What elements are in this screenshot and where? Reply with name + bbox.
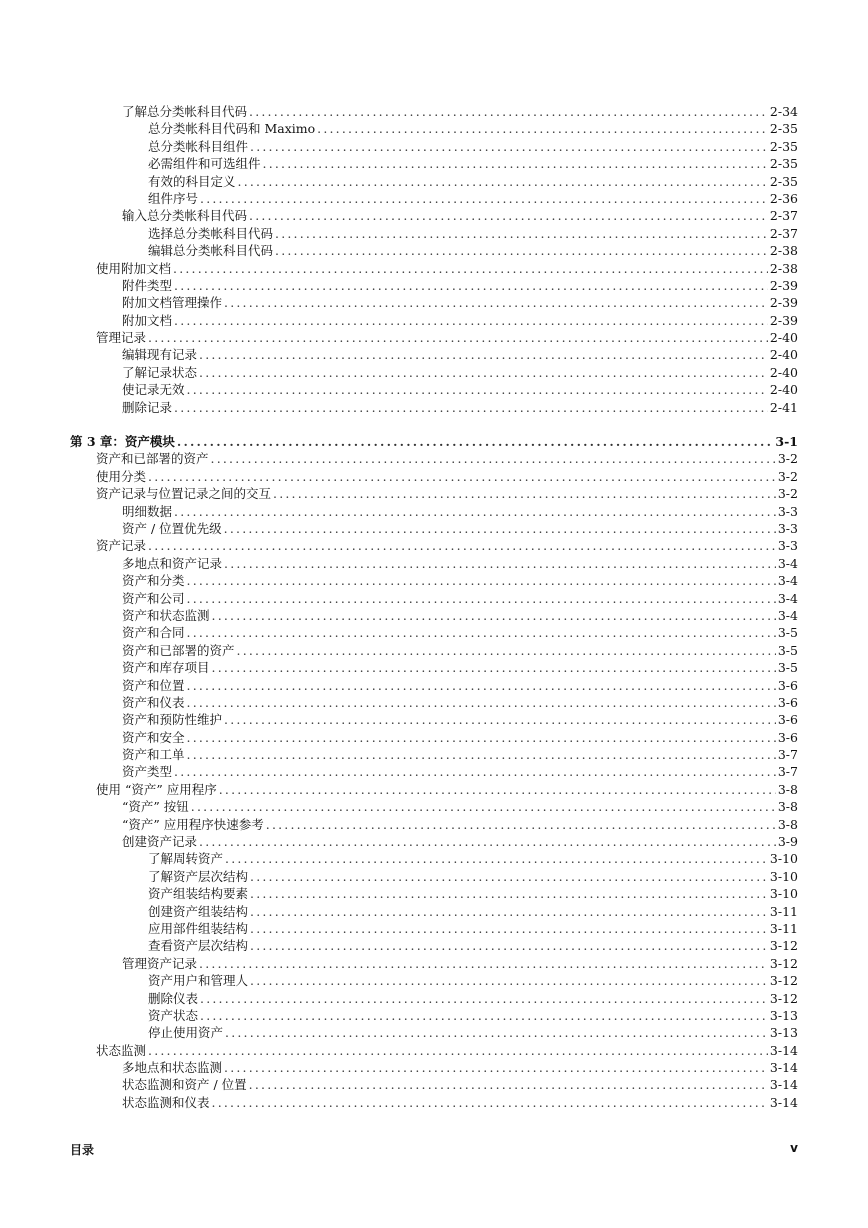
toc-entry-title: 资产和库存项目 — [122, 660, 210, 676]
toc-entry-title: 使记录无效 — [122, 382, 185, 398]
toc-leader-dots — [224, 1059, 768, 1076]
toc-entry[interactable] — [70, 485, 798, 502]
table-of-contents — [70, 103, 798, 1111]
toc-entry[interactable] — [70, 399, 798, 416]
toc-leader-dots — [317, 120, 768, 137]
page-footer — [70, 1141, 798, 1158]
toc-entry[interactable] — [70, 833, 798, 850]
toc-leader-dots — [191, 798, 776, 815]
toc-entry-title: 创建资产记录 — [122, 834, 198, 850]
toc-entry-page: 2-38 — [769, 260, 798, 276]
toc-leader-dots — [224, 520, 776, 537]
toc-entry-page: 3-13 — [769, 1007, 798, 1023]
toc-leader-dots — [148, 468, 776, 485]
toc-entry-title: 查看资产层次结构 — [148, 938, 249, 954]
toc-entry[interactable] — [70, 207, 798, 224]
toc-entry-page: 2-36 — [769, 190, 798, 206]
toc-entry-page: 2-35 — [769, 121, 798, 137]
toc-entry[interactable] — [70, 260, 798, 277]
toc-entry-page: 2-39 — [769, 277, 798, 293]
toc-entry-title: 多地点和资产记录 — [122, 555, 223, 571]
toc-entry-title: “资产” 应用程序快速参考 — [122, 816, 264, 832]
toc-entry-page: 2-35 — [769, 173, 798, 189]
toc-entry-title: 资产用户和管理人 — [148, 973, 249, 989]
toc-entry[interactable] — [70, 850, 798, 867]
toc-entry[interactable] — [70, 590, 798, 607]
toc-entry-title: 管理记录 — [96, 330, 147, 346]
toc-entry[interactable] — [70, 885, 798, 902]
toc-leader-dots — [224, 294, 768, 311]
toc-leader-dots — [250, 972, 768, 989]
toc-entry-title: 状态监测 — [96, 1042, 147, 1058]
toc-entry[interactable] — [70, 729, 798, 746]
toc-entry[interactable] — [70, 1059, 798, 1076]
toc-leader-dots — [200, 1007, 768, 1024]
toc-leader-dots — [211, 450, 776, 467]
toc-entry[interactable] — [70, 677, 798, 694]
toc-entry-page: 3-10 — [769, 851, 798, 867]
toc-entry-page: 3-4 — [777, 555, 798, 571]
toc-leader-dots — [212, 607, 776, 624]
toc-entry-title: 附加文档 — [122, 312, 173, 328]
toc-entry-title: 资产和公司 — [122, 590, 185, 606]
toc-entry[interactable] — [70, 937, 798, 954]
toc-entry-title: 创建资产组装结构 — [148, 903, 249, 919]
toc-leader-dots — [148, 1042, 768, 1059]
toc-leader-dots — [200, 190, 768, 207]
toc-leader-dots — [212, 1094, 768, 1111]
toc-entry-page: 3-9 — [777, 834, 798, 850]
toc-leader-dots — [174, 763, 776, 780]
toc-leader-dots — [249, 1076, 768, 1093]
toc-entry[interactable] — [70, 138, 798, 155]
toc-entry-title: 了解周转资产 — [148, 851, 224, 867]
toc-chapter-page: 3-1 — [775, 434, 798, 450]
toc-entry-title: 有效的科目定义 — [148, 173, 236, 189]
toc-entry-title: 明细数据 — [122, 503, 173, 519]
toc-entry-page: 3-12 — [769, 938, 798, 954]
toc-entry[interactable] — [70, 190, 798, 207]
toc-leader-dots — [199, 833, 776, 850]
toc-entry-page: 2-40 — [769, 364, 798, 380]
toc-entry[interactable] — [70, 312, 798, 329]
toc-entry[interactable] — [70, 555, 798, 572]
toc-entry[interactable] — [70, 503, 798, 520]
toc-entry-title: 资产和仪表 — [122, 694, 185, 710]
toc-entry-title: 资产和位置 — [122, 677, 185, 693]
toc-entry-title: 停止使用资产 — [148, 1025, 224, 1041]
toc-entry-page: 3-4 — [777, 573, 798, 589]
toc-entry-title: 了解记录状态 — [122, 364, 198, 380]
toc-entry-title: 资产记录与位置记录之间的交互 — [96, 486, 272, 502]
toc-chapter-title: 第 3 章：资产模块 — [70, 434, 175, 450]
toc-entry-page: 3-6 — [777, 729, 798, 745]
toc-entry-title: 附件类型 — [122, 277, 173, 293]
toc-leader-dots — [224, 555, 776, 572]
toc-block-chapter-3 — [70, 450, 798, 1111]
toc-entry[interactable] — [70, 990, 798, 1007]
toc-entry-title: 了解资产层次结构 — [148, 868, 249, 884]
toc-entry[interactable] — [70, 659, 798, 676]
toc-entry[interactable] — [70, 468, 798, 485]
toc-leader-dots — [275, 242, 768, 259]
toc-entry[interactable] — [70, 155, 798, 172]
toc-entry[interactable] — [70, 868, 798, 885]
toc-entry-page: 3-8 — [777, 781, 798, 797]
toc-entry[interactable] — [70, 225, 798, 242]
toc-entry[interactable] — [70, 1076, 798, 1093]
toc-entry-page: 3-8 — [777, 799, 798, 815]
toc-entry-title: 资产和分类 — [122, 573, 185, 589]
toc-entry-page: 2-40 — [769, 382, 798, 398]
toc-leader-dots — [148, 537, 776, 554]
toc-entry-page: 3-6 — [777, 694, 798, 710]
toc-entry[interactable] — [70, 329, 798, 346]
toc-entry[interactable] — [70, 972, 798, 989]
toc-entry[interactable] — [70, 920, 798, 937]
toc-leader-dots — [187, 746, 776, 763]
toc-entry-page: 3-5 — [777, 642, 798, 658]
toc-entry-page: 3-10 — [769, 886, 798, 902]
toc-entry-title: 资产和合同 — [122, 625, 185, 641]
toc-leader-dots — [174, 503, 776, 520]
toc-leader-dots — [148, 329, 768, 346]
toc-entry-page: 3-14 — [769, 1042, 798, 1058]
toc-leader-dots — [174, 312, 768, 329]
toc-leader-dots — [250, 138, 768, 155]
toc-entry-title: 总分类帐科目代码和 Maximo — [148, 121, 316, 137]
toc-entry-page: 3-2 — [777, 451, 798, 467]
toc-entry-page: 3-12 — [769, 955, 798, 971]
toc-entry-page: 3-3 — [777, 538, 798, 554]
toc-leader-dots — [173, 260, 768, 277]
toc-leader-dots — [275, 225, 768, 242]
toc-entry-page: 3-6 — [777, 712, 798, 728]
toc-entry-page: 2-40 — [769, 330, 798, 346]
toc-entry-title: 删除仪表 — [148, 990, 199, 1006]
toc-entry-title: 了解总分类帐科目代码 — [122, 104, 248, 119]
toc-entry-title: 资产类型 — [122, 764, 173, 780]
toc-entry-title: 状态监测和资产 / 位置 — [122, 1077, 247, 1093]
toc-entry-title: “资产” 按钮 — [122, 799, 189, 815]
toc-entry[interactable] — [70, 1007, 798, 1024]
toc-leader-dots — [225, 1024, 768, 1041]
toc-entry-title: 多地点和状态监测 — [122, 1060, 223, 1076]
toc-entry-title: 资产记录 — [96, 538, 147, 554]
toc-entry-title: 组件序号 — [148, 190, 199, 206]
toc-leader-dots — [187, 624, 776, 641]
toc-entry-page: 2-39 — [769, 295, 798, 311]
toc-leader-dots — [174, 277, 768, 294]
toc-leader-dots — [250, 885, 768, 902]
toc-entry[interactable] — [70, 1094, 798, 1111]
toc-entry[interactable] — [70, 711, 798, 728]
footer-section-label: 目录 — [70, 1143, 95, 1157]
toc-leader-dots — [187, 729, 776, 746]
toc-entry[interactable] — [70, 798, 798, 815]
toc-leader-dots — [250, 920, 768, 937]
toc-entry-title: 使用 “资产” 应用程序 — [96, 781, 217, 797]
toc-leader-dots — [187, 590, 776, 607]
toc-entry-title: 使用附加文档 — [96, 260, 172, 276]
toc-entry[interactable] — [70, 572, 798, 589]
toc-entry-page: 2-40 — [769, 347, 798, 363]
toc-leader-dots — [187, 694, 776, 711]
toc-entry-page: 3-12 — [769, 990, 798, 1006]
toc-entry-page: 3-5 — [777, 625, 798, 641]
toc-leader-dots — [273, 485, 776, 502]
toc-entry-page: 2-35 — [769, 138, 798, 154]
toc-leader-dots — [237, 642, 776, 659]
toc-entry-page: 3-11 — [769, 920, 798, 936]
toc-leader-dots — [224, 711, 776, 728]
toc-leader-dots — [199, 346, 768, 363]
toc-entry-page: 3-3 — [777, 503, 798, 519]
toc-entry[interactable] — [70, 763, 798, 780]
toc-entry-title: 必需组件和可选组件 — [148, 156, 261, 172]
toc-entry-title: 资产 / 位置优先级 — [122, 520, 222, 536]
toc-entry-page: 3-13 — [769, 1025, 798, 1041]
toc-leader-dots — [199, 364, 768, 381]
toc-entry-page: 3-2 — [777, 468, 798, 484]
toc-entry-title: 选择总分类帐科目代码 — [148, 225, 274, 241]
toc-entry-title: 附加文档管理操作 — [122, 295, 223, 311]
toc-leader-dots — [200, 990, 768, 1007]
toc-leader-dots — [250, 903, 768, 920]
toc-leader-dots — [199, 955, 768, 972]
toc-entry-title: 资产和预防性维护 — [122, 712, 223, 728]
toc-entry-page: 3-2 — [777, 486, 798, 502]
toc-entry-title: 资产和已部署的资产 — [122, 642, 235, 658]
toc-entry[interactable] — [70, 955, 798, 972]
toc-entry-page: 3-14 — [769, 1060, 798, 1076]
toc-leader-dots — [249, 207, 768, 224]
toc-entry-page: 3-7 — [777, 747, 798, 763]
toc-entry-title: 删除记录 — [122, 399, 173, 415]
toc-entry-page: 2-37 — [769, 208, 798, 224]
toc-entry-page: 3-7 — [777, 764, 798, 780]
toc-leader-dots — [187, 572, 776, 589]
toc-entry-title: 状态监测和仪表 — [122, 1094, 210, 1110]
toc-entry-title: 资产和已部署的资产 — [96, 451, 209, 467]
toc-entry-title: 资产组装结构要素 — [148, 886, 249, 902]
toc-entry[interactable] — [70, 381, 798, 398]
toc-entry[interactable] — [70, 746, 798, 763]
toc-entry[interactable] — [70, 120, 798, 137]
toc-entry-title: 资产和工单 — [122, 747, 185, 763]
toc-leader-dots — [177, 433, 774, 450]
toc-entry[interactable] — [70, 242, 798, 259]
toc-leader-dots — [266, 816, 776, 833]
toc-entry[interactable] — [70, 277, 798, 294]
toc-leader-dots — [174, 399, 768, 416]
toc-entry[interactable] — [70, 903, 798, 920]
toc-leader-dots — [225, 850, 768, 867]
toc-chapter-heading[interactable] — [70, 433, 798, 450]
toc-entry-page: 2-41 — [769, 399, 798, 415]
toc-leader-dots — [212, 659, 776, 676]
toc-entry-page: 2-37 — [769, 225, 798, 241]
toc-entry[interactable] — [70, 781, 798, 798]
toc-entry[interactable] — [70, 1024, 798, 1041]
toc-leader-dots — [187, 381, 768, 398]
toc-entry-page: 3-4 — [777, 607, 798, 623]
toc-entry-page: 3-4 — [777, 590, 798, 606]
toc-entry[interactable] — [70, 624, 798, 641]
toc-entry[interactable] — [70, 450, 798, 467]
toc-entry-page: 3-3 — [777, 520, 798, 536]
toc-entry-page: 3-12 — [769, 973, 798, 989]
toc-entry[interactable] — [70, 694, 798, 711]
toc-leader-dots — [187, 677, 776, 694]
toc-entry-page: 2-39 — [769, 312, 798, 328]
toc-entry-page: 2-34 — [769, 104, 798, 119]
toc-block-chapter-2 — [70, 103, 798, 416]
toc-entry[interactable] — [70, 537, 798, 554]
toc-entry-title: 编辑现有记录 — [122, 347, 198, 363]
toc-entry[interactable] — [70, 607, 798, 624]
toc-leader-dots — [219, 781, 776, 798]
toc-entry[interactable] — [70, 816, 798, 833]
toc-entry-page: 2-38 — [769, 243, 798, 259]
toc-entry[interactable] — [70, 103, 798, 120]
toc-entry-page: 3-11 — [769, 903, 798, 919]
toc-entry-title: 资产和状态监测 — [122, 607, 210, 623]
toc-leader-dots — [250, 868, 768, 885]
toc-entry[interactable] — [70, 642, 798, 659]
toc-entry-page: 3-10 — [769, 868, 798, 884]
toc-entry[interactable] — [70, 520, 798, 537]
toc-leader-dots — [250, 937, 768, 954]
toc-entry-title: 总分类帐科目组件 — [148, 138, 249, 154]
toc-leader-dots — [238, 173, 768, 190]
toc-entry[interactable] — [70, 173, 798, 190]
toc-entry[interactable] — [70, 294, 798, 311]
toc-entry-title: 编辑总分类帐科目代码 — [148, 243, 274, 259]
toc-entry[interactable] — [70, 364, 798, 381]
toc-entry-title: 资产和安全 — [122, 729, 185, 745]
toc-entry-page: 3-8 — [777, 816, 798, 832]
toc-entry-page: 3-14 — [769, 1077, 798, 1093]
footer-page-number: v — [790, 1141, 798, 1155]
toc-entry-page: 3-14 — [769, 1094, 798, 1110]
toc-entry-title: 资产状态 — [148, 1007, 199, 1023]
toc-leader-dots — [249, 103, 768, 120]
toc-entry-page: 2-35 — [769, 156, 798, 172]
toc-entry-page: 3-5 — [777, 660, 798, 676]
toc-entry[interactable] — [70, 346, 798, 363]
toc-leader-dots — [263, 155, 768, 172]
toc-entry[interactable] — [70, 1042, 798, 1059]
toc-entry-title: 输入总分类帐科目代码 — [122, 208, 248, 224]
toc-entry-title: 使用分类 — [96, 468, 147, 484]
toc-entry-title: 管理资产记录 — [122, 955, 198, 971]
toc-entry-page: 3-6 — [777, 677, 798, 693]
toc-entry-title: 应用部件组装结构 — [148, 920, 249, 936]
